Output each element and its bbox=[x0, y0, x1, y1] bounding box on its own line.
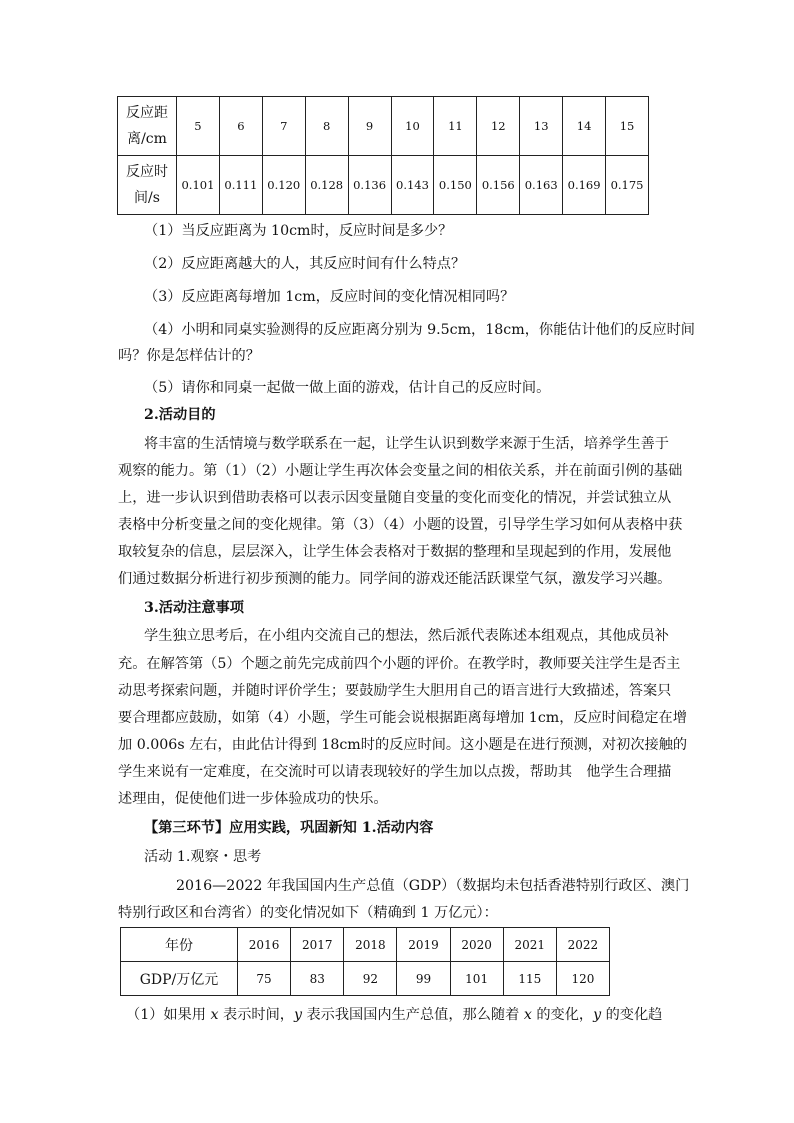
table-cell: 0.175 bbox=[606, 156, 649, 215]
table-cell: 2020 bbox=[450, 928, 503, 962]
paragraph-line: 动思考探索问题，并随时评价学生；要鼓励学生大胆用自己的语言进行大致描述，答案只 bbox=[118, 683, 672, 699]
question-text: 的变化趋 bbox=[601, 1007, 663, 1023]
paragraph-line: 充。在解答第（5）个题之前先完成前四个小题的评价。在教学时，教师要关注学生是否主 bbox=[118, 656, 681, 672]
question-1: （1）当反应距离为 10cm时，反应时间是多少？ bbox=[144, 223, 453, 239]
variable-y: y bbox=[593, 1007, 602, 1023]
table-cell: 0.128 bbox=[305, 156, 348, 215]
question-2: （2）反应距离越大的人，其反应时间有什么特点？ bbox=[144, 256, 466, 272]
table-cell: 8 bbox=[305, 97, 348, 156]
paragraph-line: 们通过数据分析进行初步预测的能力。同学间的游戏还能活跃课堂气氛，激发学习兴趣。 bbox=[118, 571, 672, 587]
table-cell: 2017 bbox=[291, 928, 344, 962]
variable-x: x bbox=[523, 1007, 532, 1023]
table-cell: 0.156 bbox=[477, 156, 520, 215]
header-line: 反应距 bbox=[126, 105, 168, 121]
table-cell: 10 bbox=[391, 97, 434, 156]
table-cell: 11 bbox=[434, 97, 477, 156]
section-2-heading: 2.活动目的 bbox=[144, 407, 216, 423]
table-cell: 2018 bbox=[344, 928, 397, 962]
paragraph-line: 述理由，促使他们进一步体验成功的快乐。 bbox=[118, 791, 388, 807]
activity-1-intro-line-1: 2016—2022 年我国国内生产总值（GDP）（数据均未包括香港特别行政区、澳门 bbox=[176, 878, 690, 894]
paragraph-line: 学生独立思考后，在小组内交流自己的想法，然后派代表陈述本组观点，其他成员补 bbox=[144, 628, 669, 644]
table-cell: 2016 bbox=[238, 928, 291, 962]
paragraph-line: 要合理都应鼓励，如第（4）小题，学生可能会说根据距离每增加 1cm，反应时间稳定在增 bbox=[118, 710, 687, 726]
paragraph-line: 学生来说有一定难度，在交流时可以请表现较好的学生加以点拨，帮助其 他学生合理描 bbox=[118, 764, 672, 780]
question-text: 表示我国国内生产总值，那么随着 bbox=[301, 1007, 524, 1023]
question-4-line-1: （4）小明和同桌实验测得的反应距离分别为 9.5cm，18cm，你能估计他们的反应时间 bbox=[144, 322, 695, 338]
table-cell: 2022 bbox=[556, 928, 609, 962]
table-cell: 101 bbox=[450, 962, 503, 996]
gdp-question-1 bbox=[126, 1005, 662, 1025]
paragraph-line: 加 0.006s 左右，由此估计得到 18cm时的反应时间。这小题是在进行预测，对初次接触的 bbox=[118, 737, 688, 753]
paragraph-line: 观察的能力。第（1）（2）小题让学生再次体会变量之间的相依关系，并在前面引例的基础 bbox=[118, 463, 683, 479]
paragraph-line: 将丰富的生活情境与数学联系在一起，让学生认识到数学来源于生活，培养学生善于 bbox=[144, 436, 669, 452]
table-cell: 0.111 bbox=[219, 156, 262, 215]
table-cell: 120 bbox=[556, 962, 609, 996]
question-4-line-2: 吗？你是怎样估计的？ bbox=[118, 348, 260, 364]
activity-1-title: 活动 1.观察・思考 bbox=[144, 849, 262, 865]
activity-1-intro-line-2: 特别行政区和台湾省）的变化情况如下（精确到 1 万亿元）： bbox=[118, 905, 498, 921]
header-line: 间/s bbox=[134, 190, 160, 206]
table-cell: 0.150 bbox=[434, 156, 477, 215]
gdp-row bbox=[121, 962, 610, 996]
table-cell: 92 bbox=[344, 962, 397, 996]
reaction-distance-header bbox=[118, 97, 177, 156]
reaction-table bbox=[117, 96, 649, 215]
third-segment-heading: 【第三环节】应用实践，巩固新知 1.活动内容 bbox=[144, 820, 434, 836]
year-row bbox=[121, 928, 610, 962]
variable-y: y bbox=[293, 1007, 302, 1023]
table-cell: 0.101 bbox=[177, 156, 220, 215]
question-text: 表示时间， bbox=[218, 1007, 294, 1023]
gdp-header: GDP/万亿元 bbox=[121, 962, 238, 996]
header-line: 离/cm bbox=[127, 131, 167, 147]
reaction-time-row bbox=[118, 156, 649, 215]
header-line: 反应时 bbox=[126, 164, 168, 180]
table-cell: 0.169 bbox=[563, 156, 606, 215]
question-text: （1）如果用 bbox=[126, 1007, 211, 1023]
table-cell: 9 bbox=[348, 97, 391, 156]
paragraph-line: 表格中分析变量之间的变化规律。第（3）（4）小题的设置，引导学生学习如何从表格中获 bbox=[118, 517, 683, 533]
section-3-heading: 3.活动注意事项 bbox=[144, 600, 244, 616]
question-text: 的变化， bbox=[531, 1007, 594, 1023]
variable-x: x bbox=[210, 1007, 219, 1023]
table-cell: 15 bbox=[606, 97, 649, 156]
table-cell: 0.120 bbox=[262, 156, 305, 215]
table-cell: 0.163 bbox=[520, 156, 563, 215]
table-cell: 2019 bbox=[397, 928, 450, 962]
paragraph-line: 上，进一步认识到借助表格可以表示因变量随自变量的变化而变化的情况，并尝试独立从 bbox=[118, 490, 672, 506]
table-cell: 115 bbox=[503, 962, 556, 996]
table-cell: 75 bbox=[238, 962, 291, 996]
table-cell: 12 bbox=[477, 97, 520, 156]
table-cell: 0.136 bbox=[348, 156, 391, 215]
table-cell: 6 bbox=[219, 97, 262, 156]
reaction-distance-row bbox=[118, 97, 649, 156]
table-cell: 83 bbox=[291, 962, 344, 996]
table-cell: 5 bbox=[177, 97, 220, 156]
year-header: 年份 bbox=[121, 928, 238, 962]
gdp-table bbox=[120, 927, 610, 996]
paragraph-line: 取较复杂的信息，层层深入，让学生体会表格对于数据的整理和呈现起到的作用，发展他 bbox=[118, 544, 672, 560]
table-cell: 14 bbox=[563, 97, 606, 156]
table-cell: 0.143 bbox=[391, 156, 434, 215]
reaction-time-header bbox=[118, 156, 177, 215]
table-cell: 2021 bbox=[503, 928, 556, 962]
question-5: （5）请你和同桌一起做一做上面的游戏，估计自己的反应时间。 bbox=[144, 380, 551, 396]
table-cell: 7 bbox=[262, 97, 305, 156]
table-cell: 13 bbox=[520, 97, 563, 156]
question-3: （3）反应距离每增加 1cm，反应时间的变化情况相同吗？ bbox=[144, 289, 515, 305]
table-cell: 99 bbox=[397, 962, 450, 996]
